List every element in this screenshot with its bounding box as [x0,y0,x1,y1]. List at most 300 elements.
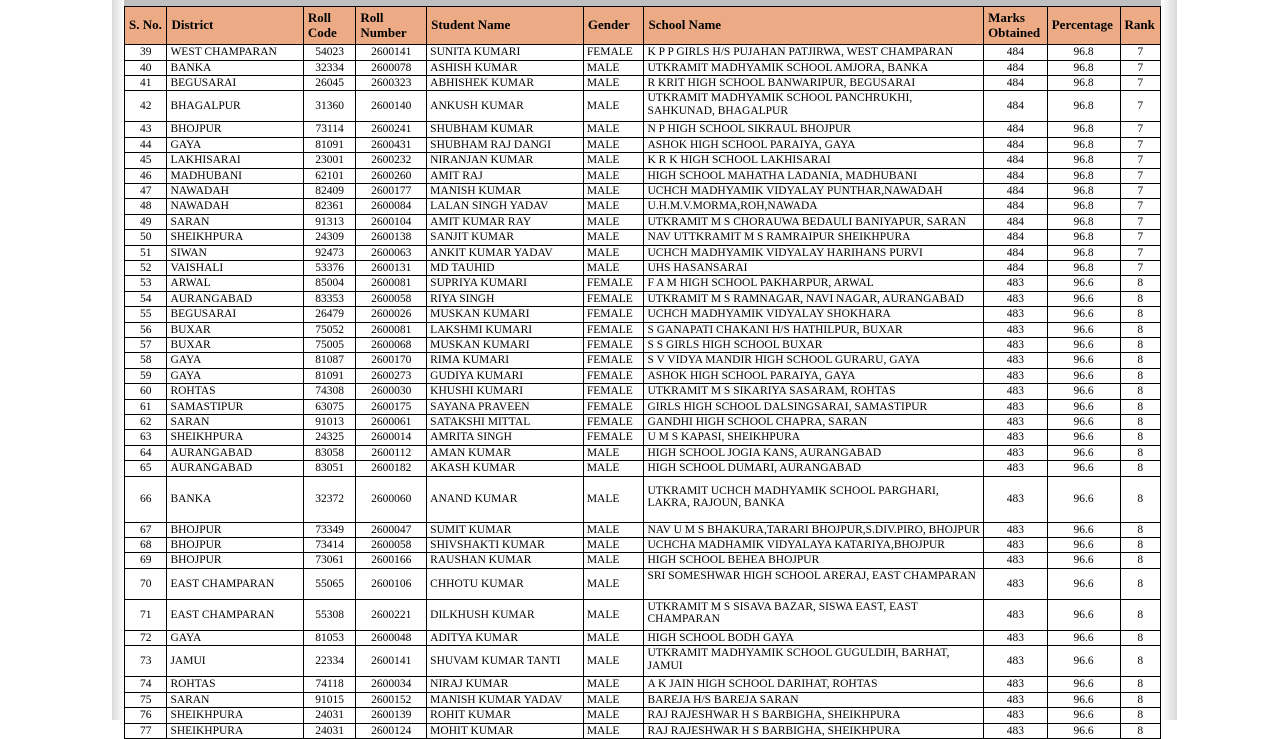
cell-roll-code: 54023 [303,45,356,60]
cell-student-name: DILKHUSH KUMAR [427,599,584,630]
cell-student-name: SHUBHAM KUMAR [427,122,584,137]
cell-school-name: K R K HIGH SCHOOL LAKHISARAI [644,153,984,168]
table-row [125,183,1161,198]
cell-sno: 56 [125,322,167,337]
cell-roll-code: 55308 [303,599,356,630]
table-row [125,153,1161,168]
cell-student-name: RIMA KUMARI [427,353,584,368]
cell-school-name: F A M HIGH SCHOOL PAKHARPUR, ARWAL [644,276,984,291]
cell-roll-number: 2600141 [356,45,427,60]
cell-gender: FEMALE [583,353,644,368]
cell-roll-number: 2600152 [356,692,427,707]
cell-sno: 42 [125,91,167,122]
cell-roll-number: 2600047 [356,522,427,537]
cell-roll-number: 2600034 [356,677,427,692]
cell-student-name: AMRITA SINGH [427,430,584,445]
cell-district: BHAGALPUR [167,91,303,122]
cell-marks-obtained: 483 [984,368,1048,383]
cell-percentage: 96.8 [1047,230,1120,245]
cell-school-name: UTKRAMIT M S RAMNAGAR, NAVI NAGAR, AURANGABAD [644,291,984,306]
cell-student-name: MOHIT KUMAR [427,723,584,738]
cell-roll-code: 83058 [303,445,356,460]
cell-district: BANKA [167,476,303,522]
cell-percentage: 96.6 [1047,538,1120,553]
cell-roll-number: 2600081 [356,322,427,337]
cell-district: GAYA [167,368,303,383]
cell-district: BHOJPUR [167,122,303,137]
table-row [125,599,1161,630]
cell-roll-code: 85004 [303,276,356,291]
cell-percentage: 96.6 [1047,677,1120,692]
cell-student-name: SUNITA KUMARI [427,45,584,60]
cell-rank: 7 [1120,183,1161,198]
cell-percentage: 96.8 [1047,153,1120,168]
cell-school-name: SRI SOMESHWAR HIGH SCHOOL ARERAJ, EAST CHAMPARAN [644,568,984,599]
cell-school-name: ASHOK HIGH SCHOOL PARAIYA, GAYA [644,137,984,152]
cell-percentage: 96.6 [1047,415,1120,430]
cell-sno: 46 [125,168,167,183]
cell-marks-obtained: 483 [984,723,1048,738]
cell-sno: 72 [125,630,167,645]
table-row [125,245,1161,260]
cell-marks-obtained: 483 [984,291,1048,306]
table-row [125,75,1161,90]
cell-gender: FEMALE [583,399,644,414]
cell-roll-number: 2600232 [356,153,427,168]
cell-roll-code: 62101 [303,168,356,183]
cell-rank: 8 [1120,677,1161,692]
cell-roll-code: 73349 [303,522,356,537]
cell-sno: 41 [125,75,167,90]
cell-marks-obtained: 484 [984,60,1048,75]
cell-student-name: SAYANA PRAVEEN [427,399,584,414]
cell-sno: 62 [125,415,167,430]
cell-roll-code: 91313 [303,214,356,229]
page-edge-left [112,0,124,720]
cell-school-name: NAV UTTKRAMIT M S RAMRAIPUR SHEIKHPURA [644,230,984,245]
cell-roll-number: 2600078 [356,60,427,75]
table-row [125,445,1161,460]
cell-roll-code: 74308 [303,384,356,399]
cell-student-name: AMIT RAJ [427,168,584,183]
cell-rank: 8 [1120,538,1161,553]
cell-student-name: LALAN SINGH YADAV [427,199,584,214]
cell-percentage: 96.6 [1047,630,1120,645]
cell-student-name: AMIT KUMAR RAY [427,214,584,229]
cell-student-name: NIRAJ KUMAR [427,677,584,692]
cell-sno: 63 [125,430,167,445]
cell-school-name: UCHCH MADHYAMIK VIDYALAY SHOKHARA [644,307,984,322]
cell-roll-number: 2600140 [356,91,427,122]
cell-marks-obtained: 483 [984,384,1048,399]
cell-student-name: MANISH KUMAR YADAV [427,692,584,707]
cell-marks-obtained: 483 [984,476,1048,522]
cell-district: SARAN [167,415,303,430]
cell-rank: 7 [1120,122,1161,137]
header-row [125,7,1161,45]
table-row [125,677,1161,692]
cell-sno: 55 [125,307,167,322]
cell-gender: MALE [583,568,644,599]
cell-school-name: UCHCH MADHYAMIK VIDYALAY HARIHANS PURVI [644,245,984,260]
cell-district: SHEIKHPURA [167,430,303,445]
cell-marks-obtained: 484 [984,199,1048,214]
cell-school-name: UTKRAMIT UCHCH MADHYAMIK SCHOOL PARGHARI, LAKRA, RAJOUN, BANKA [644,476,984,522]
cell-roll-code: 73114 [303,122,356,137]
cell-gender: MALE [583,168,644,183]
cell-sno: 40 [125,60,167,75]
cell-roll-number: 2600323 [356,75,427,90]
cell-gender: MALE [583,723,644,738]
cell-roll-number: 2600106 [356,568,427,599]
cell-roll-number: 2600061 [356,415,427,430]
cell-district: SARAN [167,214,303,229]
cell-district: ARWAL [167,276,303,291]
cell-marks-obtained: 483 [984,445,1048,460]
cell-gender: FEMALE [583,45,644,60]
cell-marks-obtained: 484 [984,168,1048,183]
cell-sno: 60 [125,384,167,399]
cell-student-name: ABHISHEK KUMAR [427,75,584,90]
cell-district: AURANGABAD [167,291,303,306]
cell-school-name: HIGH SCHOOL DUMARI, AURANGABAD [644,461,984,476]
cell-sno: 67 [125,522,167,537]
cell-student-name: ANKIT KUMAR YADAV [427,245,584,260]
cell-roll-number: 2600104 [356,214,427,229]
page-margin-right [1177,0,1280,720]
cell-gender: MALE [583,122,644,137]
cell-percentage: 96.8 [1047,75,1120,90]
cell-district: SHEIKHPURA [167,723,303,738]
cell-roll-code: 83353 [303,291,356,306]
column-header-roll-code: Roll Code [303,7,356,45]
cell-roll-code: 63075 [303,399,356,414]
cell-rank: 8 [1120,307,1161,322]
cell-roll-number: 2600241 [356,122,427,137]
cell-sno: 59 [125,368,167,383]
cell-percentage: 96.8 [1047,122,1120,137]
cell-student-name: ANAND KUMAR [427,476,584,522]
cell-district: VAISHALI [167,260,303,275]
cell-percentage: 96.6 [1047,338,1120,353]
cell-marks-obtained: 484 [984,122,1048,137]
cell-school-name: K P P GIRLS H/S PUJAHAN PATJIRWA, WEST CHAMPARAN [644,45,984,60]
table-row [125,168,1161,183]
cell-percentage: 96.6 [1047,692,1120,707]
cell-student-name: SHIVSHAKTI KUMAR [427,538,584,553]
cell-school-name: HIGH SCHOOL BODH GAYA [644,630,984,645]
cell-roll-code: 81091 [303,368,356,383]
cell-roll-number: 2600138 [356,230,427,245]
cell-district: GAYA [167,353,303,368]
cell-rank: 8 [1120,599,1161,630]
cell-roll-number: 2600175 [356,399,427,414]
cell-sno: 73 [125,646,167,677]
cell-sno: 58 [125,353,167,368]
cell-roll-code: 82409 [303,183,356,198]
cell-school-name: S V VIDYA MANDIR HIGH SCHOOL GURARU, GAYA [644,353,984,368]
cell-sno: 54 [125,291,167,306]
cell-marks-obtained: 483 [984,646,1048,677]
cell-school-name: UCHCHA MADHAMIK VIDYALAYA KATARIYA,BHOJPUR [644,538,984,553]
cell-roll-number: 2600124 [356,723,427,738]
cell-roll-number: 2600030 [356,384,427,399]
cell-percentage: 96.6 [1047,276,1120,291]
column-header-percentage: Percentage [1047,7,1120,45]
column-header-roll-number: Roll Number [356,7,427,45]
cell-rank: 8 [1120,399,1161,414]
table-row [125,199,1161,214]
cell-percentage: 96.6 [1047,476,1120,522]
cell-sno: 52 [125,260,167,275]
cell-rank: 8 [1120,291,1161,306]
cell-percentage: 96.6 [1047,322,1120,337]
cell-sno: 44 [125,137,167,152]
cell-rank: 8 [1120,708,1161,723]
cell-student-name: MUSKAN KUMARI [427,307,584,322]
cell-marks-obtained: 483 [984,399,1048,414]
table-row [125,568,1161,599]
cell-sno: 53 [125,276,167,291]
cell-school-name: UTKRAMIT MADHYAMIK SCHOOL GUGULDIH, BARHAT, JAMUI [644,646,984,677]
cell-sno: 48 [125,199,167,214]
cell-gender: FEMALE [583,430,644,445]
cell-school-name: HIGH SCHOOL BEHEA BHOJPUR [644,553,984,568]
cell-district: BEGUSARAI [167,75,303,90]
cell-gender: MALE [583,137,644,152]
cell-percentage: 96.6 [1047,430,1120,445]
cell-district: JAMUI [167,646,303,677]
cell-sno: 66 [125,476,167,522]
cell-school-name: RAJ RAJESHWAR H S BARBIGHA, SHEIKHPURA [644,708,984,723]
cell-gender: MALE [583,522,644,537]
table-body [125,45,1161,739]
cell-roll-number: 2600170 [356,353,427,368]
column-header-student-name: Student Name [427,7,584,45]
cell-rank: 7 [1120,75,1161,90]
cell-gender: MALE [583,445,644,460]
cell-rank: 7 [1120,230,1161,245]
cell-marks-obtained: 483 [984,353,1048,368]
column-header-marks-obtained: Marks Obtained [984,7,1048,45]
cell-percentage: 96.8 [1047,214,1120,229]
cell-marks-obtained: 483 [984,677,1048,692]
cell-marks-obtained: 484 [984,91,1048,122]
table-row [125,646,1161,677]
table-row [125,553,1161,568]
table-row [125,692,1161,707]
cell-roll-number: 2600141 [356,646,427,677]
cell-gender: MALE [583,553,644,568]
cell-school-name: UCHCH MADHYAMIK VIDYALAY PUNTHAR,NAWADAH [644,183,984,198]
cell-district: BHOJPUR [167,538,303,553]
cell-roll-code: 55065 [303,568,356,599]
cell-rank: 7 [1120,153,1161,168]
cell-roll-number: 2600182 [356,461,427,476]
cell-marks-obtained: 483 [984,338,1048,353]
cell-school-name: HIGH SCHOOL JOGIA KANS, AURANGABAD [644,445,984,460]
table-row [125,91,1161,122]
cell-sno: 65 [125,461,167,476]
cell-percentage: 96.8 [1047,168,1120,183]
cell-marks-obtained: 484 [984,245,1048,260]
cell-sno: 69 [125,553,167,568]
cell-roll-code: 74118 [303,677,356,692]
cell-marks-obtained: 483 [984,692,1048,707]
cell-percentage: 96.8 [1047,260,1120,275]
table-row [125,338,1161,353]
cell-percentage: 96.6 [1047,461,1120,476]
cell-percentage: 96.6 [1047,708,1120,723]
table-row [125,415,1161,430]
cell-school-name: NAV U M S BHAKURA,TARARI BHOJPUR,S.DIV.PIRO, BHOJPUR [644,522,984,537]
cell-school-name: RAJ RAJESHWAR H S BARBIGHA, SHEIKHPURA [644,723,984,738]
cell-roll-code: 91013 [303,415,356,430]
cell-sno: 76 [125,708,167,723]
cell-rank: 7 [1120,199,1161,214]
cell-district: EAST CHAMPARAN [167,568,303,599]
cell-school-name: U.H.M.V.MORMA,ROH,NAWADA [644,199,984,214]
cell-rank: 8 [1120,368,1161,383]
cell-district: NAWADAH [167,199,303,214]
cell-rank: 8 [1120,461,1161,476]
cell-school-name: HIGH SCHOOL MAHATHA LADANIA, MADHUBANI [644,168,984,183]
cell-school-name: R KRIT HIGH SCHOOL BANWARIPUR, BEGUSARAI [644,75,984,90]
table-row [125,538,1161,553]
cell-school-name: GIRLS HIGH SCHOOL DALSINGSARAI, SAMASTIPUR [644,399,984,414]
table-row [125,291,1161,306]
cell-roll-number: 2600166 [356,553,427,568]
cell-rank: 8 [1120,445,1161,460]
cell-gender: MALE [583,230,644,245]
cell-roll-code: 24031 [303,723,356,738]
cell-district: ROHTAS [167,384,303,399]
cell-district: SIWAN [167,245,303,260]
cell-gender: FEMALE [583,322,644,337]
cell-sno: 74 [125,677,167,692]
table-row [125,214,1161,229]
cell-roll-number: 2600048 [356,630,427,645]
merit-list-table [124,6,1161,739]
cell-roll-code: 81053 [303,630,356,645]
column-header-sno: S. No. [125,7,167,45]
table-row [125,430,1161,445]
cell-rank: 7 [1120,60,1161,75]
cell-percentage: 96.8 [1047,183,1120,198]
table-row [125,399,1161,414]
cell-student-name: KHUSHI KUMARI [427,384,584,399]
cell-roll-number: 2600273 [356,368,427,383]
cell-gender: FEMALE [583,368,644,383]
cell-student-name: SATAKSHI MITTAL [427,415,584,430]
cell-gender: MALE [583,214,644,229]
cell-district: SAMASTIPUR [167,399,303,414]
cell-percentage: 96.6 [1047,553,1120,568]
cell-roll-number: 2600431 [356,137,427,152]
cell-roll-code: 32372 [303,476,356,522]
cell-sno: 71 [125,599,167,630]
cell-marks-obtained: 483 [984,538,1048,553]
cell-school-name: UTKRAMIT M S SIKARIYA SASARAM, ROHTAS [644,384,984,399]
cell-student-name: MANISH KUMAR [427,183,584,198]
cell-sno: 50 [125,230,167,245]
cell-roll-code: 75005 [303,338,356,353]
table-row [125,461,1161,476]
cell-percentage: 96.8 [1047,60,1120,75]
cell-marks-obtained: 484 [984,153,1048,168]
cell-district: ROHTAS [167,677,303,692]
cell-rank: 8 [1120,522,1161,537]
cell-gender: MALE [583,538,644,553]
cell-student-name: ADITYA KUMAR [427,630,584,645]
table-row [125,476,1161,522]
cell-percentage: 96.8 [1047,137,1120,152]
cell-school-name: S S GIRLS HIGH SCHOOL BUXAR [644,338,984,353]
cell-sno: 68 [125,538,167,553]
cell-roll-number: 2600060 [356,476,427,522]
cell-marks-obtained: 483 [984,307,1048,322]
cell-rank: 8 [1120,384,1161,399]
cell-gender: MALE [583,630,644,645]
cell-percentage: 96.6 [1047,568,1120,599]
cell-sno: 47 [125,183,167,198]
cell-rank: 7 [1120,168,1161,183]
cell-district: MADHUBANI [167,168,303,183]
table-row [125,122,1161,137]
table-row [125,276,1161,291]
cell-roll-code: 26479 [303,307,356,322]
cell-district: WEST CHAMPARAN [167,45,303,60]
cell-roll-number: 2600081 [356,276,427,291]
cell-roll-code: 53376 [303,260,356,275]
cell-gender: MALE [583,260,644,275]
cell-marks-obtained: 484 [984,137,1048,152]
cell-roll-code: 73061 [303,553,356,568]
cell-marks-obtained: 483 [984,522,1048,537]
table-row [125,307,1161,322]
cell-roll-code: 81091 [303,137,356,152]
table-row [125,45,1161,60]
cell-percentage: 96.6 [1047,723,1120,738]
cell-school-name: ASHOK HIGH SCHOOL PARAIYA, GAYA [644,368,984,383]
cell-marks-obtained: 483 [984,415,1048,430]
table-row [125,368,1161,383]
cell-district: BHOJPUR [167,522,303,537]
cell-marks-obtained: 484 [984,183,1048,198]
cell-district: SARAN [167,692,303,707]
merit-list-container [124,6,1161,739]
cell-marks-obtained: 483 [984,630,1048,645]
cell-sno: 57 [125,338,167,353]
cell-marks-obtained: 483 [984,322,1048,337]
cell-percentage: 96.8 [1047,199,1120,214]
cell-marks-obtained: 484 [984,260,1048,275]
cell-percentage: 96.8 [1047,245,1120,260]
cell-gender: MALE [583,91,644,122]
cell-rank: 8 [1120,276,1161,291]
cell-percentage: 96.6 [1047,368,1120,383]
cell-roll-number: 2600058 [356,538,427,553]
cell-student-name: AMAN KUMAR [427,445,584,460]
table-row [125,137,1161,152]
cell-rank: 7 [1120,260,1161,275]
cell-roll-code: 22334 [303,646,356,677]
cell-district: GAYA [167,137,303,152]
cell-school-name: UHS HASANSARAI [644,260,984,275]
cell-rank: 8 [1120,415,1161,430]
cell-rank: 8 [1120,692,1161,707]
cell-student-name: GUDIYA KUMARI [427,368,584,383]
